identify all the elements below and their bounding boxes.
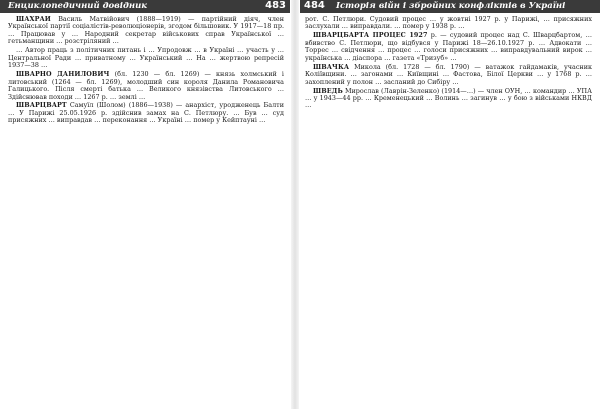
entry-text: Самуїл (Шолом) (1886—1938) — анархіст, уродженець Балти … У Парижі 25.05.1926 р. здійснив замах на С. Петлюру. … Був … суд присяжних … виправдав … переконання … Україні … помер у Кейптауні … [8, 101, 284, 125]
entry-paragraph [305, 16, 592, 31]
entry-text: р. — судовий процес над С. Шварцбартом, … вбивство С. Петлюри, що відбувся у Парижі 18—26.10.1927 р. … Адвокати … Торрес … свідчення … процес … голоси присяжних … виправдувальний вирок … українська … діаспора … газета «Тризуб» … [305, 31, 592, 62]
left-page-body [8, 16, 284, 407]
right-page [300, 0, 600, 409]
entry-headword: ШАХРАЙ [16, 16, 51, 23]
entry-text: Микола (бл. 1728 — бл. 1790) — ватажок гайдамаків, учасник Коліївщини. … загонами … Київщині … Фастова, Білої Церкви … у 1768 р. … захоплений у полон … засланий до Сибіру … [305, 62, 592, 86]
right-running-header [300, 0, 600, 13]
right-page-number: 484 [304, 0, 325, 11]
entry-text: (бл. 1230 — бл. 1269) — князь холмський і литовський (1264 — бл. 1269), молодший син короля Данила Романовича Галицького. Після смерті батька … Великого князівства Литовського … Здійснював походи … 1267 р. … землі … [8, 70, 284, 101]
entry-headword: ШВАЧКА [313, 62, 350, 71]
entry-headword: ШВАРЦБАРТА ПРОЦЕС 1927 [313, 31, 428, 40]
entry-paragraph [8, 102, 284, 124]
entry-paragraph [8, 47, 284, 69]
entry-text: … Автор праць з політичних питань і … Упродовж … в Україні … участь у … Центральної Ради … приватному … Український … На … жертвою репресій 1937—38 … [8, 46, 284, 70]
right-header-title: Історія війн і збройних конфліктів в Україні [336, 1, 566, 11]
entry-headword: ШВАРЦВАРТ [16, 101, 67, 110]
right-page-body [305, 16, 592, 407]
left-page-number: 483 [265, 0, 286, 11]
entry-paragraph [8, 16, 284, 46]
entry-text: рот. С. Петлюри. Судовий процес … у жовтні 1927 р. у Парижі, … присяжних заслухали … виправдали. … помер у 1938 р. … [305, 16, 592, 31]
entry-paragraph [8, 71, 284, 101]
entry-headword: ШВАРНО ДАНИЛОВИЧ [16, 70, 110, 79]
entry-paragraph [305, 88, 592, 110]
book-gutter [291, 0, 299, 409]
left-header-title: Енциклопедичний довідник [8, 1, 148, 11]
entry-text: Василь Матвійович (1888—1919) — партійний діяч, член Української партії соціалістів-революціонерів, згодом більшовик. У 1917—18 пр. … Працював у … Народний секретар військових справ Української … гетьманщини … розстріляний … [8, 16, 284, 46]
entry-paragraph [305, 64, 592, 86]
entry-paragraph [305, 32, 592, 62]
entry-text: Мирослав (Лаврін-Зеленко) (1914—…) — член ОУН, … командир … УПА … у 1943—44 рр. … Кременецький … Волинь … загинув … у бою з військами НКВД … [305, 86, 592, 110]
left-running-header [0, 0, 290, 13]
entry-headword: ШВЕДЬ [313, 86, 343, 95]
left-page [0, 0, 290, 409]
